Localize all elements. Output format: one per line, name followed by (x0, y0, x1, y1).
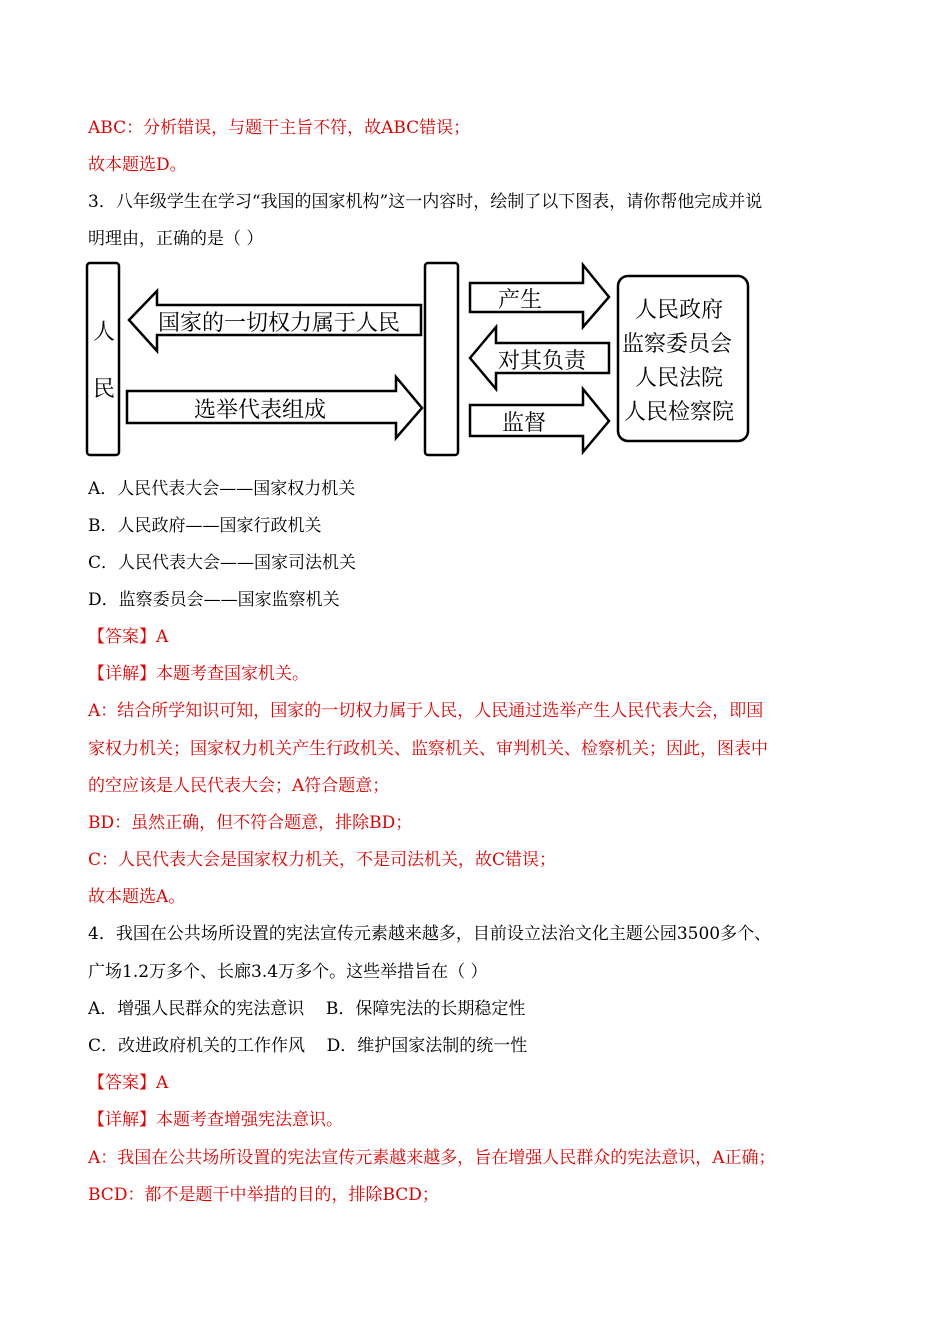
arrow-responsible-label: 对其负责 (498, 349, 587, 374)
arrow-supervise-label: 监督 (502, 411, 547, 436)
state-organs-diagram (84, 258, 754, 458)
people-label-char1: 人 (93, 320, 116, 345)
organ-court: 人民法院 (635, 366, 724, 391)
organ-supervisory-commission: 监察委员会 (622, 332, 733, 357)
q3-conclusion: 故本题选A。 (88, 887, 186, 907)
q3-option-d: D．监察委员会——国家监察机关 (88, 590, 340, 610)
q4-stem-line2: 广场1.2万多个、长廊3.4万多个。这些举措旨在（ ） (88, 962, 488, 982)
q3-option-c: C．人民代表大会——国家司法机关 (88, 553, 357, 573)
q4-stem-line1: 4．我国在公共场所设置的宪法宣传元素越来越多，目前设立法治文化主题公园3500多个、 (88, 924, 772, 944)
prev-conclusion: 故本题选D。 (88, 155, 187, 175)
arrow-elect-label: 选举代表组成 (194, 398, 327, 423)
q3-stem-line2: 明理由，正确的是（ ） (88, 229, 264, 249)
q3-answer: 【答案】A (88, 627, 169, 647)
q3-explanation-line2: 家权力机关；国家权力机关产生行政机关、监察机关、审判机关、检察机关；因此，图表中 (88, 739, 768, 759)
organ-procuratorate: 人民检察院 (624, 400, 735, 425)
q4-options-cd: C．改进政府机关的工作作风 D．维护国家法制的统一性 (88, 1036, 528, 1056)
q4-detail-heading: 【详解】本题考查增强宪法意识。 (88, 1110, 343, 1130)
q3-explanation-line1: A：结合所学知识可知，国家的一切权力属于人民，人民通过选举产生人民代表大会，即国 (88, 701, 764, 721)
q3-detail-heading: 【详解】本题考查国家机关。 (88, 664, 309, 684)
q3-explanation-line3: 的空应该是人民代表大会；A符合题意； (88, 776, 390, 796)
q4-options-ab: A．增强人民群众的宪法意识 B．保障宪法的长期稳定性 (88, 999, 526, 1019)
arrow-power-label: 国家的一切权力属于人民 (158, 311, 401, 336)
q3-explanation-c: C：人民代表大会是国家权力机关，不是司法机关，故C错误； (88, 850, 557, 870)
q4-explanation-bcd: BCD：都不是题干中举措的目的，排除BCD； (88, 1185, 439, 1205)
q4-explanation-a: A：我国在公共场所设置的宪法宣传元素越来越多，旨在增强人民群众的宪法意识，A正确； (88, 1148, 776, 1168)
q3-stem-line1: 3．八年级学生在学习“我国的国家机构”这一内容时，绘制了以下图表，请你帮他完成并说 (88, 192, 763, 212)
blank-organ-box (425, 263, 458, 455)
q3-option-a: A．人民代表大会——国家权力机关 (88, 479, 356, 499)
q4-answer: 【答案】A (88, 1073, 169, 1093)
diagram-shapes (84, 258, 754, 458)
organ-government: 人民政府 (635, 298, 724, 323)
people-label-char2: 民 (93, 377, 116, 402)
people-box (87, 263, 119, 455)
prev-explanation-abc: ABC：分析错误，与题干主旨不符，故ABC错误； (88, 118, 471, 138)
q3-explanation-bd: BD：虽然正确，但不符合题意，排除BD； (88, 813, 413, 833)
q3-option-b: B．人民政府——国家行政机关 (88, 516, 322, 536)
arrow-produce-label: 产生 (498, 288, 543, 313)
